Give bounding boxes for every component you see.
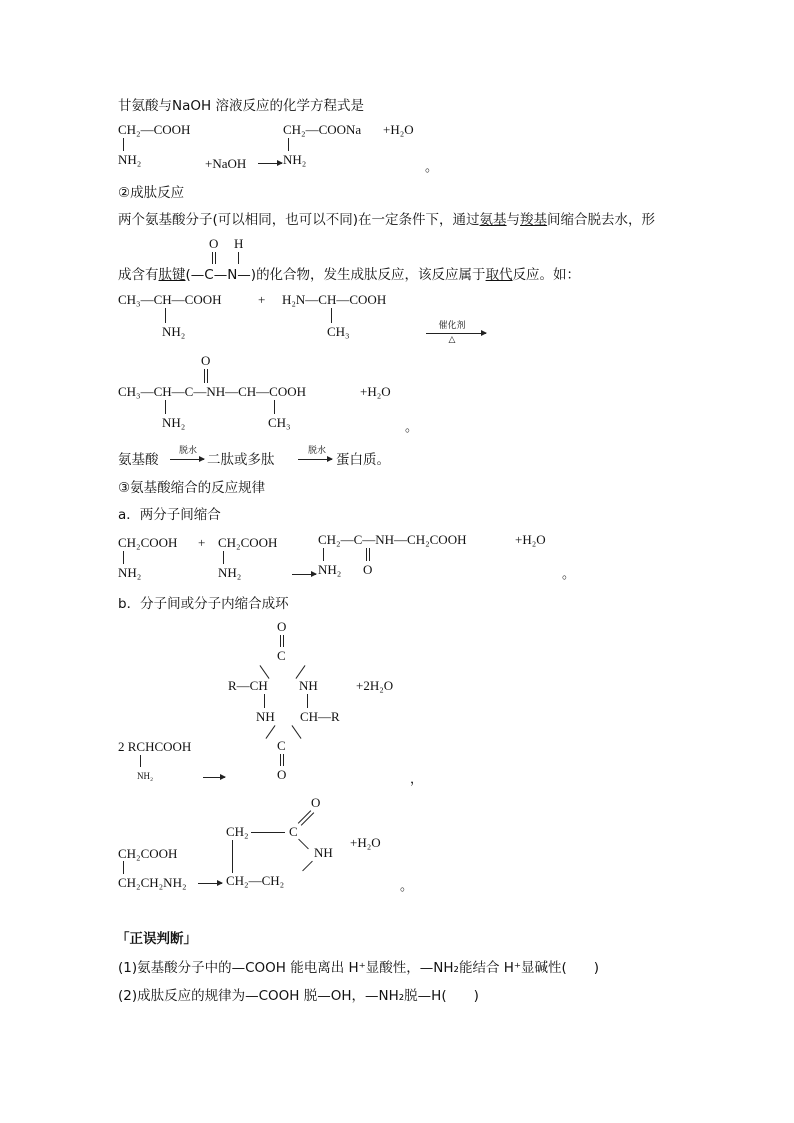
eq5-ring-nh: NH bbox=[314, 845, 333, 860]
eq2-product: CH₃—CH—C—NH—CH—COOH bbox=[118, 384, 306, 399]
eq2-product-nh2: NH₂ bbox=[162, 415, 186, 430]
eq4-chr: CH—R bbox=[300, 709, 340, 724]
eq2-product-co-2 bbox=[207, 369, 208, 383]
section-peptide-para1: 两个氨基酸分子(可以相同，也可以不同)在一定条件下，通过氨基与羧基间缩合脱去水，形 bbox=[118, 212, 656, 228]
section-peptide-title: ②成肽反应 bbox=[118, 185, 185, 201]
eq2-left2-bond bbox=[331, 308, 332, 323]
eq1-product-nh2: NH₂ bbox=[283, 152, 307, 167]
eq3-product: CH₂—C—NH—CH₂COOH bbox=[318, 532, 467, 547]
eq4-comma: ， bbox=[410, 771, 424, 786]
peptide-bond: 肽键 bbox=[158, 267, 186, 283]
eq5-ring-c: C bbox=[289, 824, 298, 839]
eq4-nh-right: NH bbox=[299, 678, 318, 693]
eq2-product-water: +H₂O bbox=[360, 384, 391, 399]
eq3-product-bond-nh2 bbox=[323, 548, 324, 561]
eq1-arrow bbox=[258, 163, 282, 164]
eq5-water: +H₂O bbox=[350, 835, 381, 850]
chain-protein: 蛋白质。 bbox=[336, 452, 390, 468]
eq5-end: 。 bbox=[400, 878, 414, 893]
eq5-ring-bottom: CH₂—CH₂ bbox=[226, 873, 285, 888]
intro-text: 甘氨酸与NaOH 溶液反应的化学方程式是 bbox=[118, 98, 364, 114]
eq4-water: +2H₂O bbox=[356, 678, 394, 693]
eq4-co-bottom-1 bbox=[280, 754, 281, 766]
eq1-reactant-nh2: NH₂ bbox=[118, 152, 142, 167]
eq1-reactant: CH₂—COOH bbox=[118, 122, 191, 137]
eq4-reactant-bond bbox=[140, 755, 141, 767]
eq5-reactant-bottom: CH₂CH₂NH₂ bbox=[118, 875, 187, 890]
eq3-end: 。 bbox=[562, 566, 576, 581]
eq2-left1-bond bbox=[165, 308, 166, 323]
eq5-ring-o: O bbox=[311, 795, 321, 810]
section-condensation-b: b．分子间或分子内缩合成环 bbox=[118, 596, 289, 612]
eq2-left2: H₂N—CH—COOH bbox=[282, 292, 387, 307]
section-condensation-title: ③氨基酸缩合的反应规律 bbox=[118, 480, 266, 496]
eq3-water: +H₂O bbox=[515, 532, 546, 547]
eq4-co-top-2 bbox=[283, 635, 284, 647]
eq2-end: 。 bbox=[405, 419, 419, 434]
eq3-plus: + bbox=[198, 535, 206, 550]
eq2-left1: CH₃—CH—COOH bbox=[118, 292, 222, 307]
chain-peptide: 二肽或多肽 bbox=[207, 452, 275, 468]
eq3-r1-bond bbox=[123, 551, 124, 564]
chain-arrow-2 bbox=[298, 459, 332, 460]
eq3-arrow bbox=[292, 574, 316, 575]
eq3-product-nh2: NH₂ bbox=[318, 562, 342, 577]
eq4-bond-left-side bbox=[264, 694, 265, 708]
eq3-product-co-2 bbox=[369, 548, 370, 561]
eq2-left1-nh2: NH₂ bbox=[162, 324, 186, 339]
eq5-reactant-bond bbox=[123, 861, 124, 874]
eq3-r1: CH₂COOH bbox=[118, 535, 178, 550]
eq4-c-bottom: C bbox=[277, 738, 286, 753]
eq2-product-ch3: CH₃ bbox=[268, 415, 291, 430]
eq5-ring-nch bbox=[302, 861, 313, 872]
eq4-bond-left-top bbox=[260, 665, 270, 679]
eq1-product-bond bbox=[288, 138, 289, 151]
chain-arrow-1 bbox=[170, 459, 204, 460]
eq4-o-bottom: O bbox=[277, 767, 287, 782]
eq1-naoh: +NaOH bbox=[205, 156, 247, 171]
eq4-co-bottom-2 bbox=[283, 754, 284, 766]
eq3-r2: CH₂COOH bbox=[218, 535, 278, 550]
bond-co-1 bbox=[212, 252, 213, 264]
eq4-c-top: C bbox=[277, 648, 286, 663]
judge-title: 「正误判断」 bbox=[116, 931, 197, 947]
eq4-bond-left-bottom bbox=[266, 725, 276, 739]
eq4-rch: R—CH bbox=[228, 678, 268, 693]
bond-o: O bbox=[209, 236, 219, 251]
bond-co-2 bbox=[215, 252, 216, 264]
eq5-arrow bbox=[198, 883, 222, 884]
eq2-plus: + bbox=[258, 292, 266, 307]
judge-item-2: (2)成肽反应的规律为—COOH 脱—OH，—NH₂脱—H( ) bbox=[118, 988, 479, 1004]
eq3-r2-nh2: NH₂ bbox=[218, 565, 242, 580]
eq1-bond bbox=[123, 138, 124, 151]
eq3-product-co-1 bbox=[366, 548, 367, 561]
eq3-product-o: O bbox=[363, 562, 373, 577]
eq2-heat: △ bbox=[448, 335, 456, 345]
eq1-product: CH₂—COONa bbox=[283, 122, 362, 137]
eq4-bond-right-top bbox=[296, 665, 306, 679]
eq4-arrow bbox=[203, 777, 225, 778]
bond-h: H bbox=[234, 236, 244, 251]
eq2-left2-ch3: CH₃ bbox=[327, 324, 350, 339]
chain-dehydrate-1: 脱水 bbox=[178, 446, 197, 456]
eq4-o-top: O bbox=[277, 619, 287, 634]
section-condensation-a: a．两分子间缩合 bbox=[118, 507, 221, 523]
eq5-ring-bond-top bbox=[251, 832, 285, 833]
substitution: 取代 bbox=[485, 267, 513, 283]
eq4-bond-right-side bbox=[307, 694, 308, 708]
eq5-ring-left bbox=[232, 840, 233, 873]
eq2-product-co-1 bbox=[204, 369, 205, 383]
eq4-reactant-nh2: NH₂ bbox=[137, 771, 154, 781]
eq2-product-bond-ch3 bbox=[274, 400, 275, 414]
chain-dehydrate-2: 脱水 bbox=[307, 446, 326, 456]
eq4-bond-right-bottom bbox=[292, 725, 302, 739]
eq1-water: +H₂O bbox=[383, 122, 414, 137]
eq5-ring-ch2-top: CH₂ bbox=[226, 824, 249, 839]
carboxyl-group: 羧基 bbox=[520, 212, 548, 228]
eq3-r1-nh2: NH₂ bbox=[118, 565, 142, 580]
eq4-co-top-1 bbox=[280, 635, 281, 647]
eq1-end: 。 bbox=[425, 159, 439, 174]
eq5-ring-cn bbox=[298, 839, 309, 850]
eq2-product-bond-nh2 bbox=[165, 400, 166, 414]
judge-item-1: (1)氨基酸分子中的—COOH 能电离出 H⁺显酸性，—NH₂能结合 H⁺显碱性( ) bbox=[118, 960, 600, 976]
eq5-reactant-top: CH₂COOH bbox=[118, 846, 178, 861]
eq3-r2-bond bbox=[223, 551, 224, 564]
eq4-nh-left: NH bbox=[256, 709, 275, 724]
chain-amino-acid: 氨基酸 bbox=[118, 452, 159, 468]
eq4-reactant: 2 RCHCOOH bbox=[118, 739, 192, 754]
section-peptide-para2: 成含有肽键(—C—N—)的化合物，发生成肽反应，该反应属于取代反应。如： bbox=[118, 267, 581, 283]
amino-group: 氨基 bbox=[479, 212, 507, 228]
eq2-arrow bbox=[426, 333, 486, 334]
bond-nh bbox=[238, 252, 239, 264]
eq2-catalyst: 催化剂 bbox=[438, 321, 466, 331]
eq2-product-o: O bbox=[201, 353, 211, 368]
